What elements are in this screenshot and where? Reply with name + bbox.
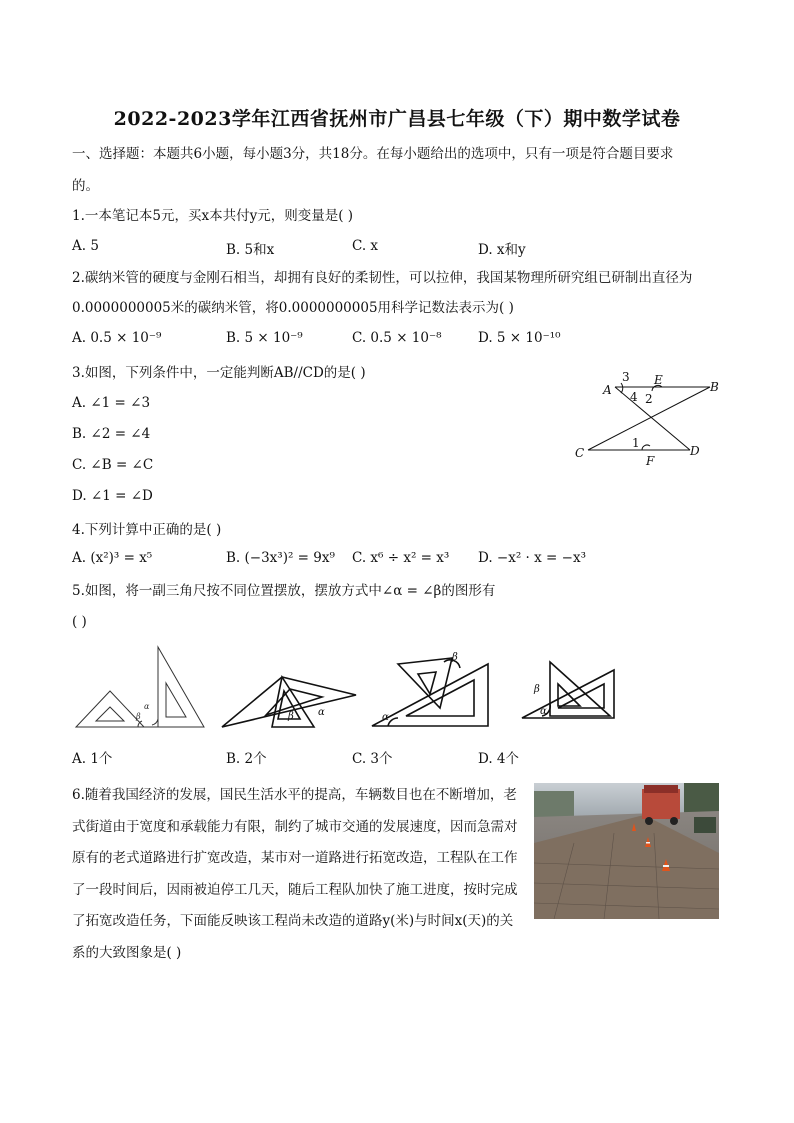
q3-angle-1: 1 (632, 436, 640, 450)
q6-stem: 6.随着我国经济的发展，国民生活水平的提高，车辆数目也在不断增加，老式街道由于宽度和承载能力有限，制约了城市交通的发展速度，因而急需对原有的老式道路进行扩宽改造，某市对一道路进行拓宽改造，工程队在工作了一段时间后，因雨被迫停工几天，随后工程队加快了施工进度，按时完成了拓宽改造任务，下面能反映该工程尚未改造的道路y(米)与时间x(天)的关系的大致图象是( ) (72, 787, 518, 961)
road-construction-photo (534, 783, 719, 919)
q4-option-b[interactable]: B. (−3x³)² = 9x⁹ (226, 550, 335, 566)
q4-stem: 4.下列计算中正确的是( ) (72, 522, 222, 538)
q5-option-b[interactable]: B. 2个 (226, 751, 267, 767)
q5-option-a[interactable]: A. 1个 (72, 751, 113, 767)
q5-triangle-figure-2 (218, 675, 360, 733)
q5-option-d[interactable]: D. 4个 (478, 751, 520, 767)
section-instructions-line2: 的。 (72, 178, 99, 194)
q2-option-b[interactable]: B. 5 × 10⁻⁹ (226, 330, 303, 346)
q4-option-a[interactable]: A. (x²)³ = x⁵ (72, 550, 153, 566)
q5-stem-line1: 5.如图，将一副三角尺按不同位置摆放，摆放方式中∠α = ∠β的图形有 (72, 583, 496, 599)
q5-triangle-figure-3 (368, 648, 496, 734)
q3-label-e: E (654, 373, 663, 387)
q1-option-c[interactable]: C. x (352, 238, 379, 254)
q5-fig2-beta: β (288, 711, 294, 722)
q3-label-a: A (603, 383, 612, 397)
q1-stem: 1.一本笔记本5元，买x本共付y元，则变量是( ) (72, 208, 354, 224)
q3-option-c[interactable]: C. ∠B = ∠C (72, 457, 154, 473)
q1-option-a[interactable]: A. 5 (72, 238, 99, 254)
page-title: 2022-2023学年江西省抚州市广昌县七年级（下）期中数学试卷 (113, 108, 681, 130)
q3-label-c: C (575, 446, 585, 460)
q5-fig3-beta: β (452, 652, 458, 663)
section-instructions-line1: 一、选择题：本题共6小题，每小题3分，共18分。在每小题给出的选项中，只有一项是符合题目要求 (72, 146, 674, 162)
q3-option-d[interactable]: D. ∠1 = ∠D (72, 488, 153, 504)
q2-stem-line2: 0.0000000005米的碳纳米管，将0.0000000005用科学记数法表示为( ) (72, 300, 514, 316)
q5-fig4-beta: β (534, 684, 540, 695)
q5-fig2-alpha: α (318, 707, 325, 718)
q5-stem-line2: ( ) (72, 614, 87, 630)
q3-label-d: D (690, 444, 700, 458)
q4-option-c[interactable]: C. x⁶ ÷ x² = x³ (352, 550, 450, 566)
q5-triangle-figure-4 (518, 658, 618, 722)
q3-option-a[interactable]: A. ∠1 = ∠3 (72, 395, 151, 411)
q5-triangle-figure-1 (72, 645, 210, 733)
q5-fig3-alpha: α (382, 712, 389, 723)
q2-stem-line1: 2.碳纳米管的硬度与金刚石相当，却拥有良好的柔韧性，可以拉伸，我国某物理所研究组已研制出直径为 (72, 270, 693, 286)
q4-option-d[interactable]: D. −x² · x = −x³ (478, 550, 586, 566)
q3-label-f: F (646, 454, 655, 468)
q5-option-c[interactable]: C. 3个 (352, 751, 393, 767)
q3-angle-4: 4 (630, 390, 638, 404)
q5-fig1-alpha: α (144, 702, 150, 711)
q3-label-b: B (710, 380, 719, 394)
q3-angle-2: 2 (645, 392, 653, 406)
q3-stem: 3.如图，下列条件中，一定能判断AB//CD的是( ) (72, 365, 366, 381)
q1-option-d[interactable]: D. x和y (478, 242, 526, 258)
q3-angle-3: 3 (622, 370, 630, 384)
q2-option-c[interactable]: C. 0.5 × 10⁻⁸ (352, 330, 442, 346)
q5-fig1-beta: β (136, 712, 141, 721)
q1-option-b[interactable]: B. 5和x (226, 242, 275, 258)
q2-option-d[interactable]: D. 5 × 10⁻¹⁰ (478, 330, 561, 346)
q2-option-a[interactable]: A. 0.5 × 10⁻⁹ (72, 330, 162, 346)
q3-parallel-lines-figure (570, 365, 730, 470)
q3-option-b[interactable]: B. ∠2 = ∠4 (72, 426, 151, 442)
q5-fig4-alpha: α (540, 706, 547, 717)
